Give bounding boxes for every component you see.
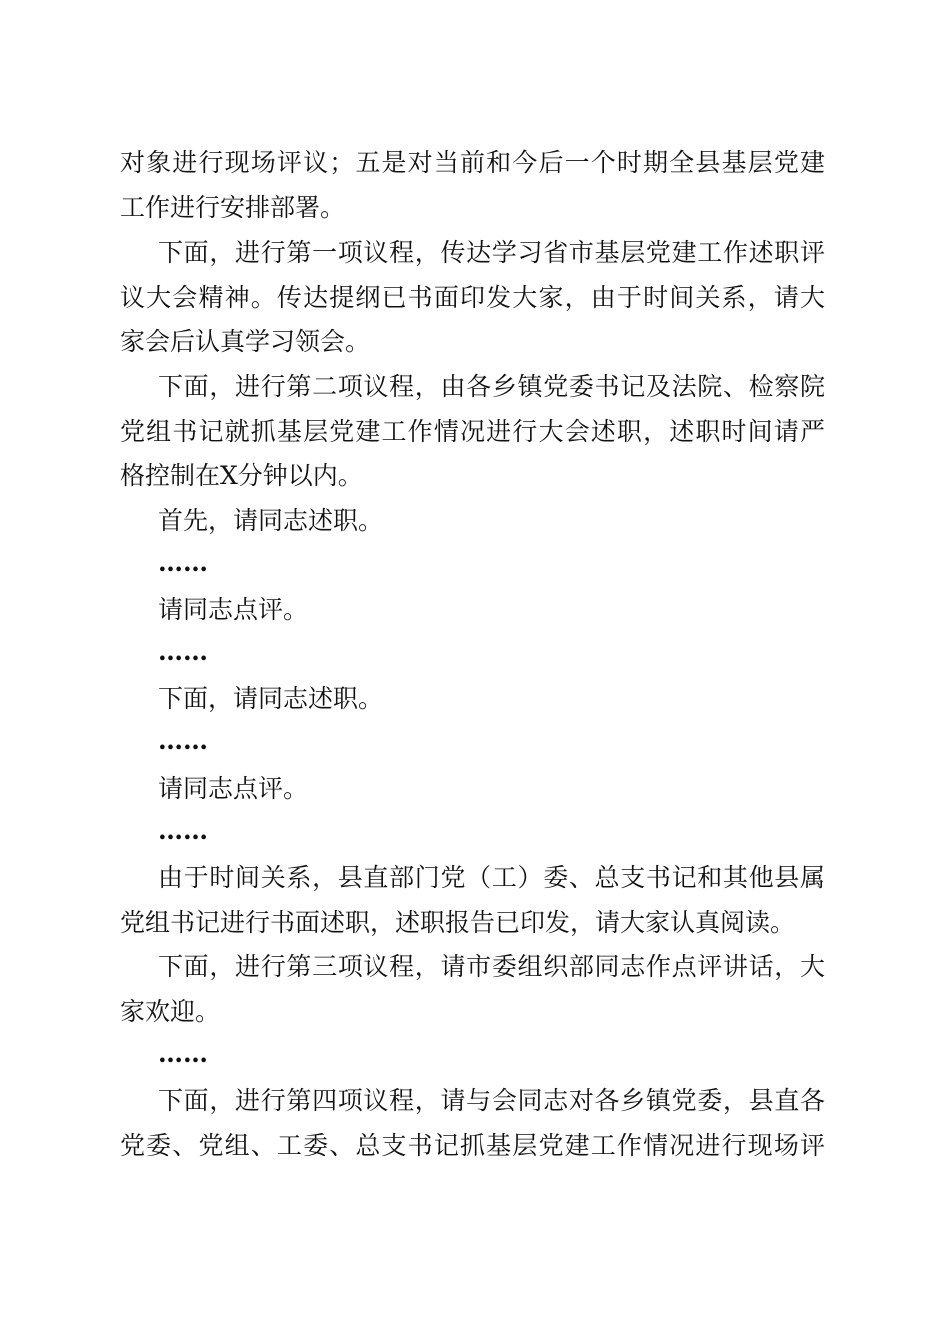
text-line: 家欢迎。 — [120, 997, 221, 1026]
paragraph-first-line: 请同志点评。 — [158, 774, 309, 803]
ellipsis-line: …… — [158, 548, 208, 577]
paragraph-first-line: 由于时间关系，县直部门党（工）委、总支书记和其他县属 — [158, 863, 825, 892]
text-line: 家会后认真学习领会。 — [120, 327, 371, 356]
text-line: 党组书记就抓基层党建工作情况进行大会述职，述职时间请严 — [120, 417, 825, 446]
text-line: 议大会精神。传达提纲已书面印发大家，由于时间关系，请大 — [120, 283, 825, 312]
text-line: 对象进行现场评议；五是对当前和今后一个时期全县基层党建 — [120, 148, 825, 177]
text-line: 格控制在X分钟以内。 — [120, 461, 363, 490]
text-line: 工作进行安排部署。 — [120, 193, 346, 222]
paragraph-first-line: 下面，进行第一项议程，传达学习省市基层党建工作述职评 — [158, 238, 825, 267]
paragraph-first-line: 首先，请同志述职。 — [158, 506, 384, 535]
text-line: 党委、党组、工委、总支书记抓基层党建工作情况进行现场评 — [120, 1131, 825, 1160]
paragraph-first-line: 下面，请同志述职。 — [158, 684, 384, 713]
ellipsis-line: …… — [158, 816, 208, 845]
paragraph-first-line: 下面，进行第四项议程，请与会同志对各乡镇党委，县直各 — [158, 1086, 825, 1115]
ellipsis-line: …… — [158, 1039, 208, 1068]
paragraph-first-line: 下面，进行第二项议程，由各乡镇党委书记及法院、检察院 — [158, 372, 825, 401]
ellipsis-line: …… — [158, 726, 208, 755]
ellipsis-line: …… — [158, 637, 208, 666]
paragraph-first-line: 请同志点评。 — [158, 595, 309, 624]
paragraph-first-line: 下面，进行第三项议程，请市委组织部同志作点评讲话，大 — [158, 952, 825, 981]
text-line: 党组书记进行书面述职，述职报告已印发，请大家认真阅读。 — [120, 908, 796, 937]
